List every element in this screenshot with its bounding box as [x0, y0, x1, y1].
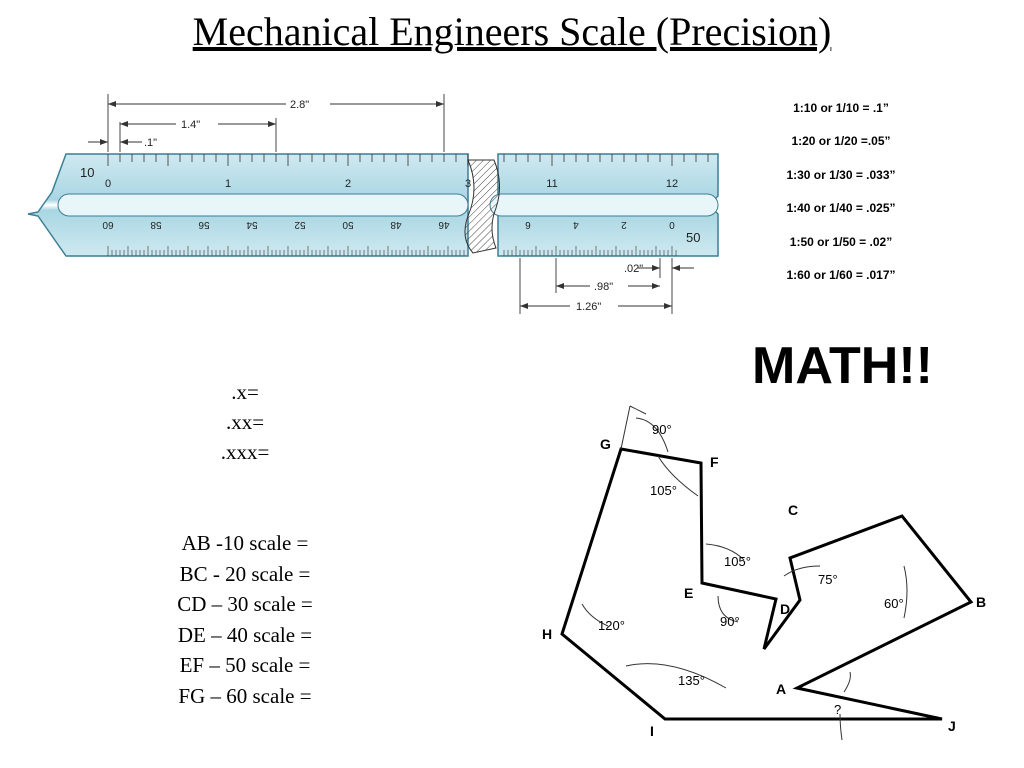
- vertex-label: D: [780, 601, 791, 617]
- ruler-num: 4: [573, 219, 579, 230]
- scale-ratio-list: [752, 100, 930, 300]
- angle-label: 90°: [720, 614, 740, 629]
- angle-label: 90°: [652, 422, 672, 437]
- ruler-num: 1: [224, 178, 232, 190]
- scale-question: CD – 30 scale =: [177, 592, 313, 617]
- ruler-num: 58: [150, 219, 162, 230]
- ruler-break: [465, 160, 500, 253]
- vertex-label: E: [684, 585, 694, 601]
- vertex-label: B: [976, 594, 987, 610]
- angle-label: 60°: [884, 596, 904, 611]
- dim-label-2-8: 2.8": [290, 99, 310, 111]
- scale-question: EF – 50 scale =: [179, 653, 311, 678]
- ruler-num: 0: [669, 219, 675, 230]
- ruler-num: 60: [102, 219, 114, 230]
- ruler-scale-top-label: 10: [80, 165, 95, 180]
- angle-label: ?: [834, 702, 842, 717]
- ruler-num: 46: [438, 219, 450, 230]
- ratio-item: 1:10 or 1/10 = .1”: [793, 101, 889, 115]
- vertex-label: G: [600, 436, 611, 452]
- dim-label-0-02: .02": [624, 263, 644, 275]
- ruler-num: 52: [294, 219, 306, 230]
- scale-question: FG – 60 scale =: [178, 683, 312, 708]
- ratio-item: 1:50 or 1/50 = .02”: [789, 234, 893, 249]
- ruler-num: 2: [344, 178, 352, 190]
- ruler-num: 3: [464, 178, 472, 190]
- angle-labels: [598, 422, 904, 717]
- scale-questions: [120, 528, 370, 712]
- polygon-diagram: [530, 396, 1000, 746]
- dim-label-0-1: .1": [144, 137, 158, 149]
- polygon-outline: [562, 449, 971, 719]
- dim-label-0-98: .98": [594, 281, 614, 293]
- ratio-item: 1:60 or 1/60 = .017”: [786, 267, 896, 282]
- ratio-item: 1:20 or 1/20 =.05”: [791, 134, 891, 149]
- dim-label-1-26: 1.26": [576, 301, 602, 313]
- ruler-num: 11: [546, 178, 558, 190]
- decimal-prompt: .xx=: [225, 410, 265, 434]
- vertex-label: J: [948, 718, 956, 734]
- scale-question: AB -10 scale =: [181, 531, 309, 555]
- decimal-prompt: .xxx=: [220, 440, 270, 464]
- scale-question: DE – 40 scale =: [177, 622, 313, 647]
- dim-label-1-4: 1.4": [181, 119, 201, 131]
- page-title: Mechanical Engineers Scale (Precision): [192, 9, 832, 54]
- angle-label: 105°: [650, 483, 677, 498]
- scale-question: BC - 20 scale =: [179, 561, 311, 586]
- math-heading: MATH!!: [752, 337, 933, 395]
- angle-label: 135°: [678, 673, 705, 688]
- ruler-num: 56: [198, 219, 210, 230]
- vertex-label: C: [788, 502, 799, 518]
- angle-label: 105°: [724, 554, 751, 569]
- ruler-num: 2: [621, 219, 627, 230]
- ruler-num: 12: [665, 178, 679, 190]
- vertex-labels: [542, 436, 986, 739]
- ratio-item: 1:30 or 1/30 = .033”: [786, 167, 896, 182]
- vertex-label: H: [542, 626, 553, 642]
- ruler-scale-bottom-label: 50: [686, 230, 701, 245]
- ruler-num: 6: [525, 219, 531, 230]
- vertex-label: A: [776, 681, 787, 697]
- ruler-num: 48: [390, 219, 402, 230]
- angle-label: 75°: [818, 572, 838, 587]
- ruler-num: 50: [342, 219, 354, 230]
- vertex-label: I: [650, 723, 654, 739]
- ruler-num: 0: [104, 178, 112, 190]
- decimal-prompt: .x=: [231, 380, 259, 404]
- vertex-label: F: [710, 454, 719, 470]
- engineers-scale-illustration: [18, 88, 730, 328]
- ruler-num: 54: [246, 219, 258, 230]
- ratio-item: 1:40 or 1/40 = .025”: [786, 201, 896, 216]
- decimal-prompts: [140, 377, 350, 467]
- angle-label: 120°: [598, 618, 625, 633]
